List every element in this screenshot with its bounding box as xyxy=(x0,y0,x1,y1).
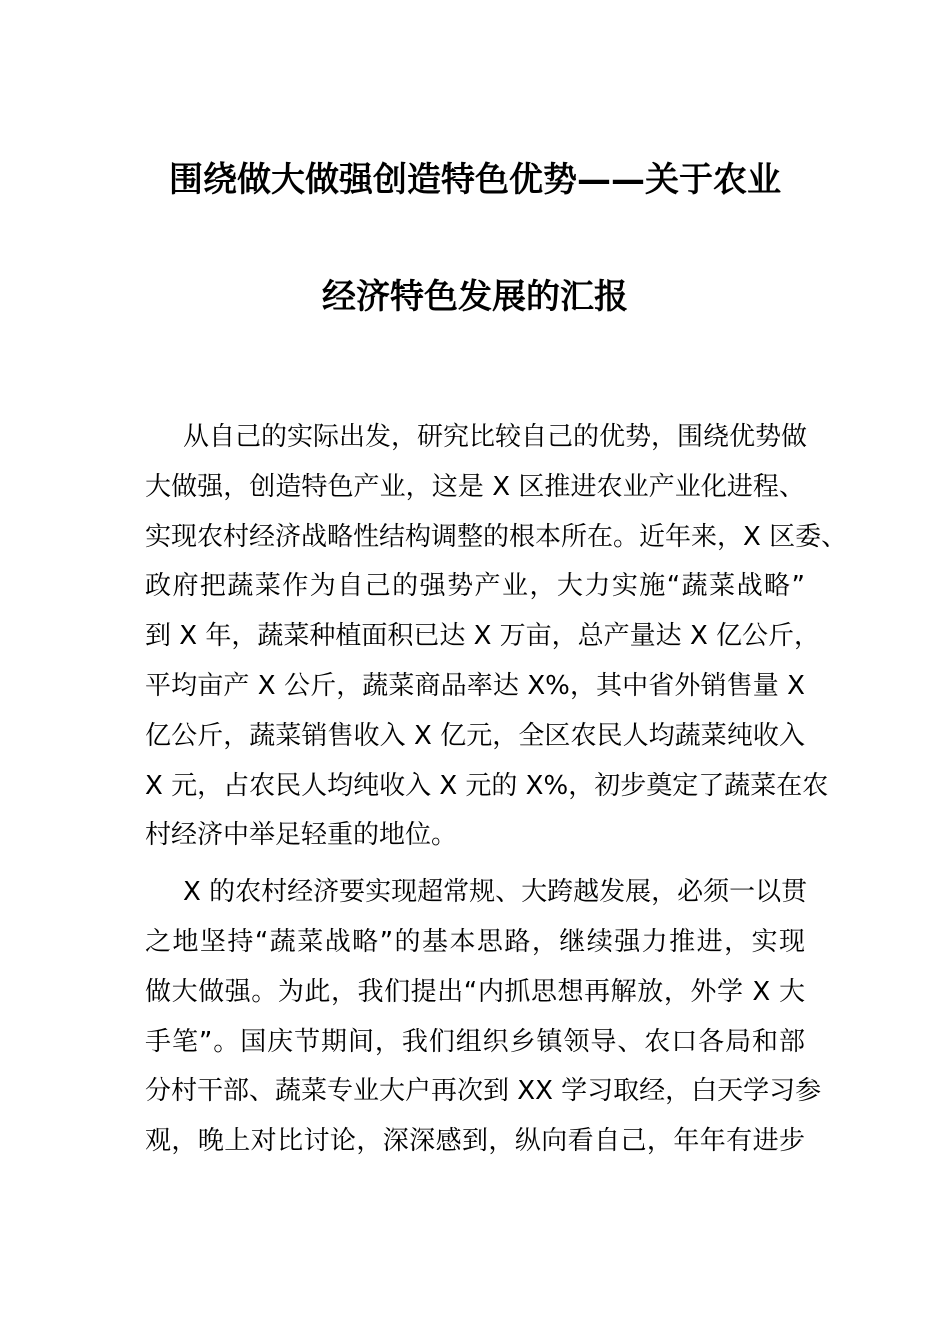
document-title-line-1: 围绕做大做强创造特色优势——关于农业 xyxy=(169,160,781,200)
text-line: X 的农村经济要实现超常规、大跨越发展，必须一以贯 xyxy=(183,877,808,908)
text-line: 手笔”。国庆节期间，我们组织乡镇领导、农口各局和部 xyxy=(145,1026,805,1057)
text-line: 观，晚上对比讨论，深深感到，纵向看自己，年年有进步 xyxy=(145,1126,805,1157)
text-line: 分村干部、蔬菜专业大户再次到 XX 学习取经，白天学习参 xyxy=(145,1076,822,1107)
text-line: 村经济中举足轻重的地位。 xyxy=(145,820,458,851)
text-line: 做大做强。为此，我们提出“内抓思想再解放，外学 X 大 xyxy=(145,976,805,1007)
text-line: 大做强，创造特色产业，这是 X 区推进农业产业化进程、 xyxy=(145,471,805,502)
text-line: 之地坚持“蔬菜战略”的基本思路，继续强力推进，实现 xyxy=(145,926,805,957)
text-line: 亿公斤，蔬菜销售收入 X 亿元，全区农民人均蔬菜纯收入 xyxy=(145,720,805,751)
text-line: 政府把蔬菜作为自己的强势产业，大力实施“蔬菜战略” xyxy=(145,571,805,602)
text-line: 到 X 年，蔬菜种植面积已达 X 万亩，总产量达 X 亿公斤， xyxy=(145,621,821,652)
text-line: 从自己的实际出发，研究比较自己的优势，围绕优势做 xyxy=(183,422,808,452)
document-title-line-2: 经济特色发展的汇报 xyxy=(322,277,628,317)
text-line: X 元，占农民人均纯收入 X 元的 X%，初步奠定了蔬菜在农 xyxy=(145,770,829,801)
paragraph-1 xyxy=(145,413,848,861)
text-line: 平均亩产 X 公斤，蔬菜商品率达 X%，其中省外销售量 X xyxy=(145,670,805,701)
paragraph-2 xyxy=(145,868,822,1167)
text-line: 实现农村经济战略性结构调整的根本所在。近年来，X 区委、 xyxy=(145,521,848,552)
document-body xyxy=(145,413,848,1174)
